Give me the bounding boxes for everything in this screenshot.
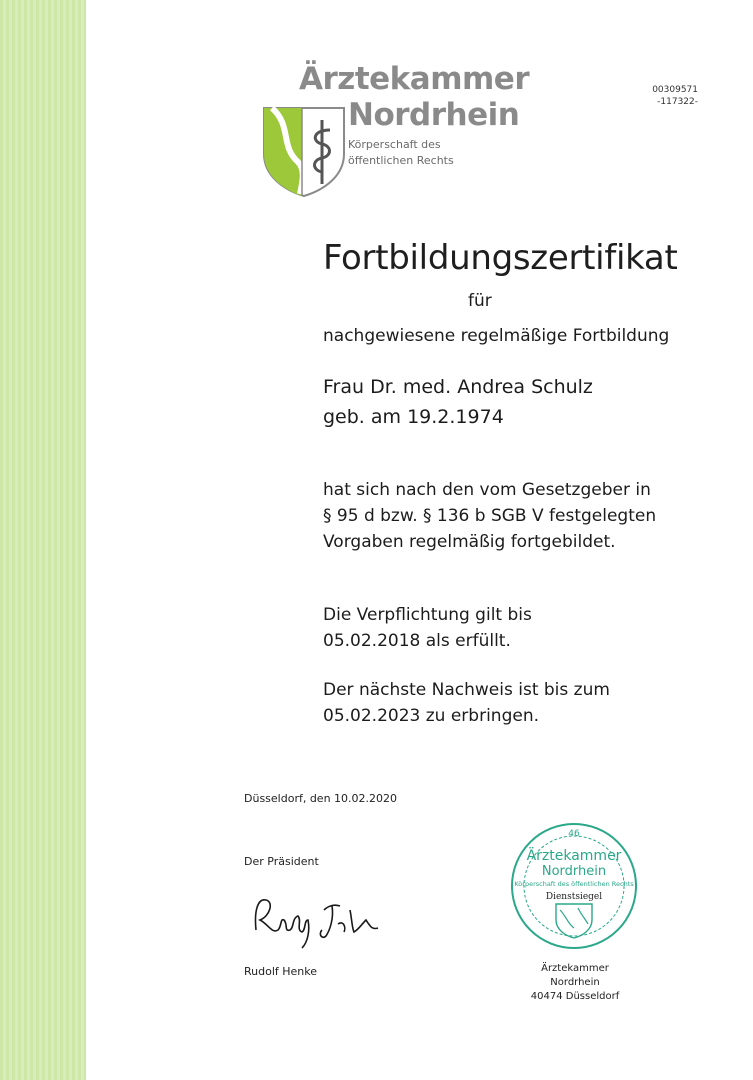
decorative-green-stripe (0, 0, 86, 1080)
logo-name-line2: Nordrhein (348, 97, 520, 133)
obligation-line2: 05.02.2018 als erfüllt. (323, 631, 511, 651)
svg-text:Dienstsiegel: Dienstsiegel (545, 892, 603, 902)
president-name: Rudolf Henke (244, 965, 318, 978)
recipient-birthdate: geb. am 19.2.1974 (323, 406, 504, 428)
document-number-line1: 00309571 (652, 85, 698, 95)
statement-line3: Vorgaben regelmäßig fortgebildet. (323, 532, 616, 552)
recipient-name: Frau Dr. med. Andrea Schulz (323, 376, 593, 398)
president-label: Der Präsident (244, 855, 319, 868)
logo-subtitle-line1: Körperschaft des (348, 138, 441, 151)
svg-text:Ärztekammer: Ärztekammer (526, 848, 622, 864)
document-number (646, 84, 698, 108)
chamber-address-line2: 40474 Düsseldorf (530, 991, 620, 1002)
place-date: Düsseldorf, den 10.02.2020 (244, 792, 398, 805)
document-number-line2: -117322- (657, 97, 698, 107)
for-label: für (468, 291, 492, 311)
statement-line1: hat sich nach den vom Gesetzgeber in (323, 480, 651, 500)
next-proof-line2: 05.02.2023 zu erbringen. (323, 706, 539, 726)
svg-text:46: 46 (568, 829, 580, 839)
logo-subtitle-line2: öffentlichen Rechts (348, 154, 454, 167)
shield-icon (262, 106, 346, 198)
certificate-title: Fortbildungszertifikat (323, 238, 678, 278)
certificate-subtitle: nachgewiesene regelmäßige Fortbildung (323, 326, 670, 346)
next-proof-line1: Der nächste Nachweis ist bis zum (323, 680, 610, 700)
chamber-address-line1: Ärztekammer Nordrhein (541, 963, 609, 988)
chamber-address (520, 962, 630, 1004)
signature-image (248, 890, 388, 952)
svg-text:Nordrhein: Nordrhein (541, 864, 607, 879)
logo-name-line1: Ärztekammer (299, 61, 530, 97)
svg-text:Körperschaft des öffentlichen: Körperschaft des öffentlichen Rechts (514, 880, 634, 888)
obligation-line1: Die Verpflichtung gilt bis (323, 605, 532, 625)
official-seal-stamp (508, 820, 640, 952)
aerztekammer-logo (262, 61, 530, 192)
statement-line2: § 95 d bzw. § 136 b SGB V festgelegten (323, 506, 657, 526)
